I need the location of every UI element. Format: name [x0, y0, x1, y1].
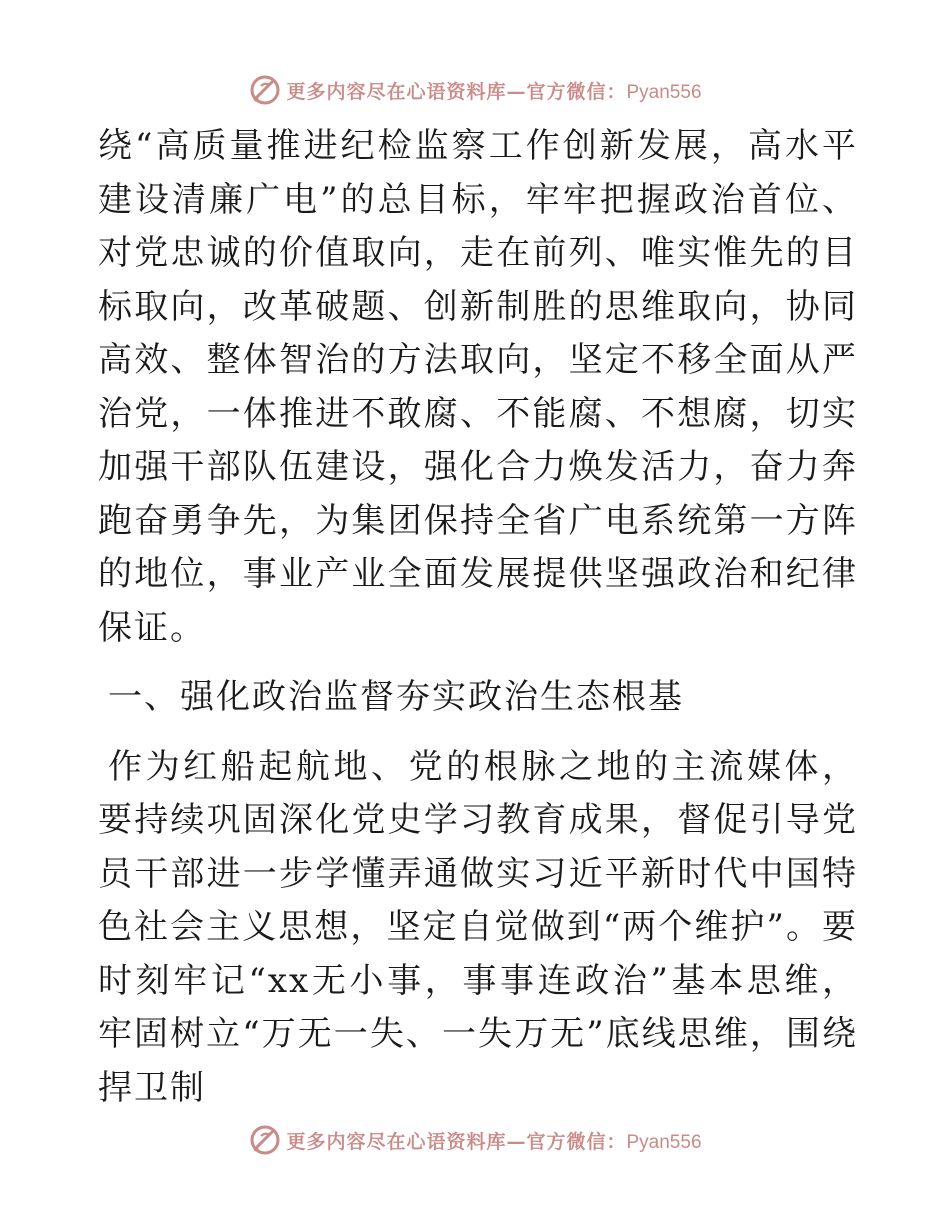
- watermark-footer: [0, 1120, 950, 1160]
- section-heading: 一、强化政治监督夯实政治生态根基: [108, 677, 684, 717]
- watermark-header: [0, 70, 950, 110]
- document-body: [98, 120, 858, 1115]
- paragraph-2: 作为红船起航地、党的根脉之地的主流媒体，要持续巩固深化党史学习教育成果，督促引导党员干部进一步学懂弄通做实习近平新时代中国特色社会主义思想，坚定自觉做到“两个维护”。要时刻牢记“xx无小事，事事连政治”基本思维，牢固树立“万无一失、一失万无”底线思维，围绕捍卫制: [98, 746, 858, 1108]
- watermark-wechat-id: Pyan556: [626, 81, 702, 103]
- watermark-wechat-id: Pyan556: [626, 1131, 702, 1153]
- watermark-text: 更多内容尽在心语资料库—官方微信：Pyan556: [286, 80, 702, 103]
- watermark-text: 更多内容尽在心语资料库—官方微信：Pyan556: [286, 1130, 702, 1153]
- logo-icon: [248, 73, 282, 107]
- logo-icon: [248, 1123, 282, 1157]
- paragraph-1: 绕“高质量推进纪检监察工作创新发展，高水平建设清廉广电”的总目标，牢牢把握政治首位、对党忠诚的价值取向，走在前列、唯实惟先的目标取向，改革破题、创新制胜的思维取向，协同高效、整体智治的方法取向，坚定不移全面从严治党，一体推进不敢腐、不能腐、不想腐，切实加强干部队伍建设，强化合力焕发活力，奋力奔跑奋勇争先，为集团保持全省广电系统第一方阵的地位，事业产业全面发展提供坚强政治和纪律保证。: [98, 126, 858, 648]
